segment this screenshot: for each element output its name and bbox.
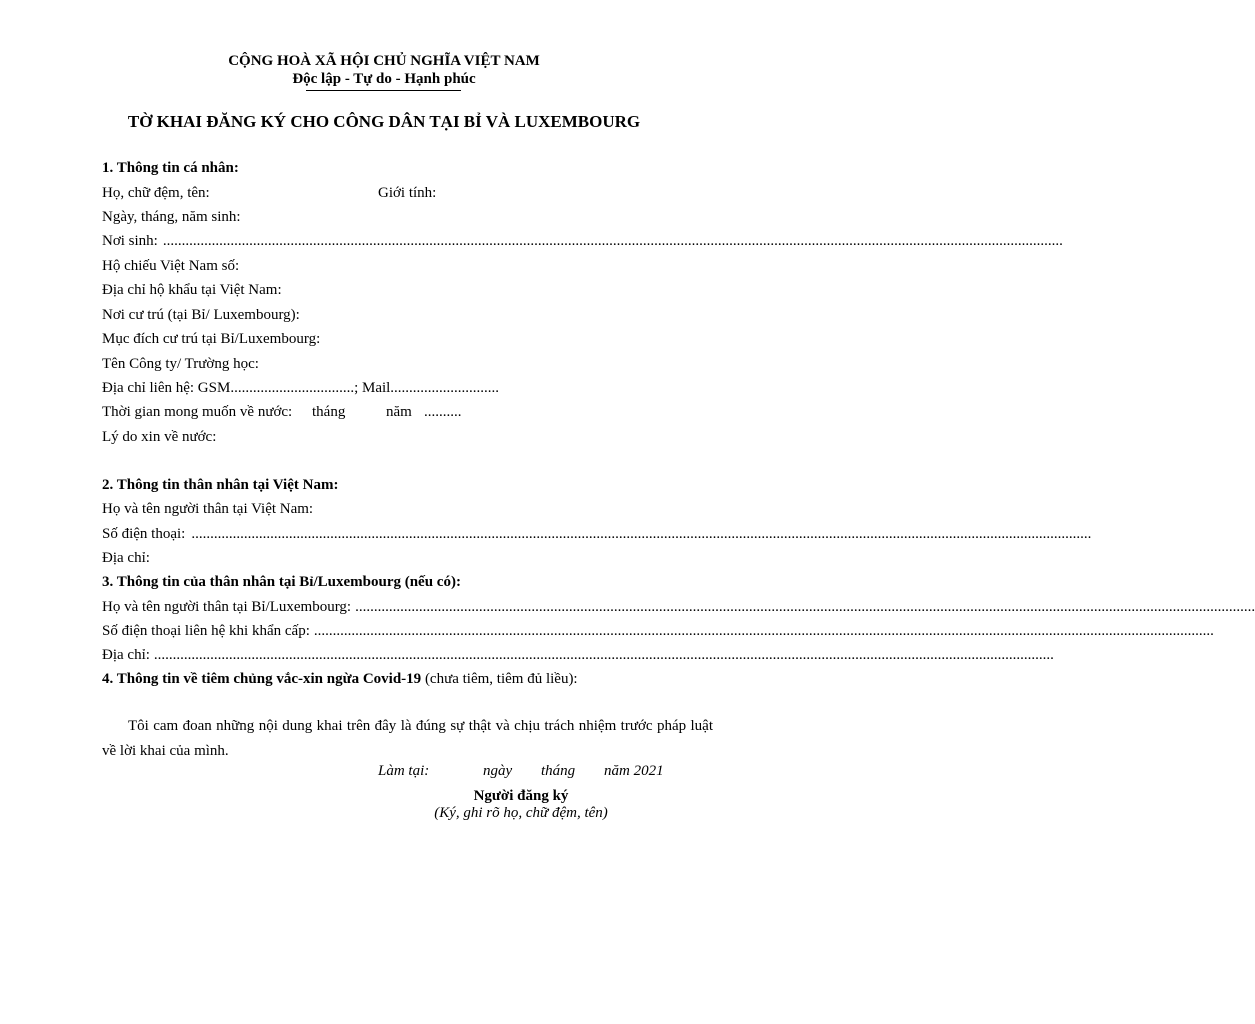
foreign-relative-name-line [102, 598, 1255, 616]
dotted-leader: ................................................................................................................................................................................................................................................ [355, 599, 1255, 615]
republic-header: CỘNG HOÀ XÃ HỘI CHỦ NGHĨA VIỆT NAM [228, 53, 540, 69]
return-time-label: Thời gian mong muốn về nước: [102, 404, 293, 420]
foreign-relative-address-line [102, 646, 1054, 664]
declaration-paragraph: Tôi cam đoan những nội dung khai trên đây là đúng sự thật và chịu trách nhiệm trước pháp luật về lời khai của mình. [102, 718, 713, 759]
signer-title: Người đăng ký [473, 788, 569, 804]
section4-note: (chưa tiêm, tiêm đủ liều): [424, 671, 578, 687]
dotted-leader: ................................................................................................................................................................................................................................................ [153, 647, 1054, 663]
signature-instruction: (Ký, ghi rõ họ, chữ đệm, tên) [434, 805, 608, 821]
signing-year-label: năm 2021 [604, 763, 664, 779]
contact-label: Địa chỉ liên hệ: GSM.................................; Mail............................. [102, 380, 500, 396]
birthplace-label: Nơi sinh: [102, 233, 158, 249]
motto-underline [306, 90, 461, 91]
emergency-phone-line [102, 622, 1214, 640]
company-label: Tên Công ty/ Trường học: [102, 356, 259, 372]
dotted-leader: ................................................................................................................................................................................................................................................ [191, 526, 1092, 542]
birthplace-line [102, 232, 1063, 250]
vn-relative-phone-line [102, 525, 1092, 543]
residence-label: Nơi cư trú (tại Bỉ/ Luxembourg): [102, 307, 300, 323]
return-month-label: tháng [312, 404, 346, 420]
return-year-label: năm [386, 404, 412, 420]
foreign-relative-address-label: Địa chỉ: [102, 647, 150, 663]
dotted-leader: ................................................................................................................................................................................................................................................ [313, 623, 1214, 639]
signing-month-label: tháng [541, 763, 576, 779]
vn-relative-phone-label: Số điện thoại: [102, 526, 186, 542]
section1-heading: 1. Thông tin cá nhân: [102, 160, 239, 176]
motto: Độc lập - Tự do - Hạnh phúc [292, 71, 476, 87]
signing-day-label: ngày [483, 763, 513, 779]
section3-heading: 3. Thông tin của thân nhân tại Bỉ/Luxembourg (nếu có): [102, 574, 461, 590]
vn-address-label: Địa chỉ hộ khẩu tại Việt Nam: [102, 282, 282, 298]
signing-place-label: Làm tại: [378, 763, 430, 779]
section4-heading: 4. Thông tin về tiêm chủng vắc-xin ngừa Covid-19 [102, 671, 422, 687]
emergency-phone-label: Số điện thoại liên hệ khi khẩn cấp: [102, 623, 310, 639]
reason-label: Lý do xin về nước: [102, 429, 217, 445]
vn-relative-address-label: Địa chỉ: [102, 550, 150, 566]
purpose-label: Mục đích cư trú tại Bỉ/Luxembourg: [102, 331, 321, 347]
section2-heading: 2. Thông tin thân nhân tại Việt Nam: [102, 477, 339, 493]
return-year-dots: .......... [424, 404, 462, 420]
passport-label: Hộ chiếu Việt Nam số: [102, 258, 240, 274]
vn-relative-name-label: Họ và tên người thân tại Việt Nam: [102, 501, 314, 517]
dob-label: Ngày, tháng, năm sinh: [102, 209, 241, 225]
full-name-label: Họ, chữ đệm, tên: [102, 185, 210, 201]
section4-line [102, 670, 578, 688]
foreign-relative-name-label: Họ và tên người thân tại Bỉ/Luxembourg: [102, 599, 352, 615]
document-title: TỜ KHAI ĐĂNG KÝ CHO CÔNG DÂN TẠI BỈ VÀ LUXEMBOURG [127, 112, 641, 131]
dotted-leader: ................................................................................................................................................................................................................................................ [162, 233, 1063, 249]
gender-label: Giới tính: [378, 185, 437, 201]
